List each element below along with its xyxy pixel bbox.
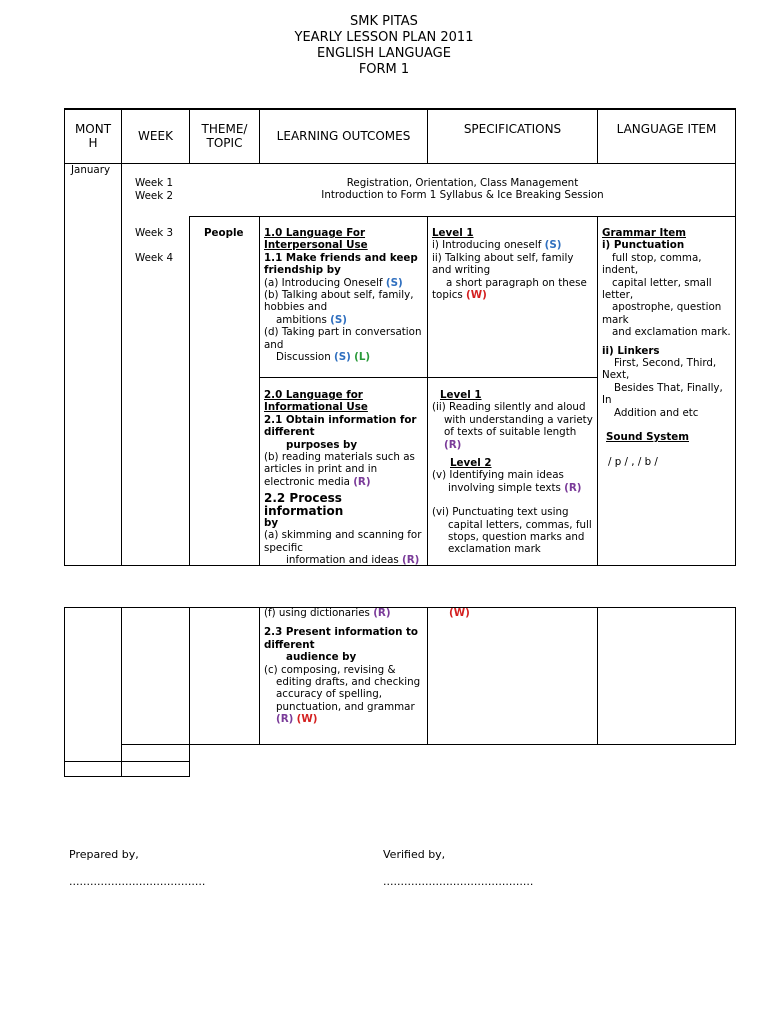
spec-1 <box>432 227 594 301</box>
spec1-i: i) Introducing oneself <box>432 239 542 252</box>
document-header <box>0 14 768 78</box>
lo1-d1: (d) Taking part in conversation and <box>264 326 422 351</box>
spec1-level: Level 1 <box>432 227 474 239</box>
spec2-level: Level 1 <box>440 389 482 401</box>
skill-s: (S) <box>330 313 347 326</box>
form-title: FORM 1 <box>358 62 410 77</box>
note-introduction: Introduction to Form 1 Syllabus & Ice Breaking Session <box>321 189 604 202</box>
outcome-2 <box>264 389 425 567</box>
skill-r: (R) <box>564 481 582 494</box>
grammar-ii2: Besides That, Finally, In <box>602 381 723 407</box>
week-2: Week 2 <box>135 190 174 202</box>
lo1-a: (a) Introducing Oneself <box>264 276 383 289</box>
lo1-b2: ambitions <box>276 313 327 326</box>
plan-title: YEARLY LESSON PLAN 2011 <box>294 30 474 45</box>
week-4: Week 4 <box>135 252 174 264</box>
col-language-header: LANGUAGE ITEM <box>616 122 717 136</box>
week-1: Week 1 <box>135 177 174 189</box>
lo3-c1: (c) composing, revising & <box>264 663 396 676</box>
spec2-v2: involving simple texts <box>448 481 561 494</box>
outcome-1 <box>264 227 425 363</box>
row1-note <box>190 177 735 202</box>
skill-r: (R) <box>276 713 294 726</box>
lo2-a2: information and ideas <box>286 554 399 567</box>
grammar-i1: full stop, comma, indent, <box>602 251 702 277</box>
lo2-process-title: 2.2 Process information <box>264 491 344 518</box>
lo1-b1: (b) Talking about self, family, hobbies and <box>264 289 414 314</box>
lo1-title: 1.0 Language For Interpersonal Use <box>264 227 368 252</box>
lo2-process-by: by <box>264 517 279 530</box>
theme-people: People <box>204 227 244 239</box>
lo1-sub: 1.1 Make friends and keep friendship by <box>264 251 418 277</box>
grammar-ii1: First, Second, Third, Next, <box>602 357 717 382</box>
skill-r: (R) <box>402 554 420 567</box>
skill-r: (R) <box>373 607 391 619</box>
col-outcomes-header: LEARNING OUTCOMES <box>276 129 411 143</box>
col-theme-header: THEME/ TOPIC <box>201 122 248 150</box>
lo3-c2: editing drafts, and checking accuracy of spelling, punctuation, and grammar <box>276 676 421 713</box>
skill-s: (S) <box>385 276 403 289</box>
grammar-linkers: ii) Linkers <box>602 344 660 357</box>
month-january: January <box>71 164 111 176</box>
spec2-vi2: capital letters, commas, full stops, question marks and exclamation mark <box>448 518 592 556</box>
spec2-ii2: with understanding a variety of texts of suitable length <box>444 413 593 439</box>
lo2-a1: (a) skimming and scanning for specific <box>264 529 422 554</box>
grammar-i2: capital letter, small letter, <box>602 276 712 302</box>
skill-s: (S) <box>544 239 562 252</box>
spec2-v: (v) Identifying main ideas <box>432 469 564 482</box>
sound-title: Sound System <box>606 431 689 444</box>
prepared-by-signature-line: ....................................... <box>69 875 206 888</box>
skill-s: (S) <box>334 351 351 364</box>
spec2-level2: Level 2 <box>450 457 492 470</box>
lo2-title: 2.0 Language for Informational Use <box>264 389 368 414</box>
verified-by-label: Verified by, <box>383 848 446 861</box>
grammar-title: Grammar Item <box>602 227 687 239</box>
grammar-i4: and exclamation mark. <box>612 326 731 339</box>
lo2-sub2: purposes by <box>286 438 358 451</box>
spec1-ii: ii) Talking about self, family and writing <box>432 251 574 277</box>
lo3-title1: 2.3 Present information to different <box>264 626 418 651</box>
skill-w: (W) <box>466 289 487 302</box>
language-items <box>602 227 733 468</box>
skill-l: (L) <box>354 351 371 364</box>
spec-2 <box>432 389 594 556</box>
skill-w: (W) <box>296 713 318 726</box>
spec1-ii2: a short paragraph on these topics <box>432 276 587 302</box>
col-specs-header: SPECIFICATIONS <box>463 122 562 136</box>
verified-by-signature-line: ........................................... <box>383 875 534 888</box>
col-week-header: WEEK <box>138 129 173 143</box>
week-3: Week 3 <box>135 227 174 239</box>
grammar-punctuation: i) Punctuation <box>602 239 685 252</box>
grammar-ii3: Addition and etc <box>614 406 699 419</box>
lo3-title2: audience by <box>286 651 357 664</box>
col-month-header: MONT H <box>74 122 112 150</box>
skill-r: (R) <box>353 475 371 488</box>
lo2-sub1: 2.1 Obtain information for different <box>264 413 417 439</box>
sound-items: / p / , / b / <box>608 455 658 468</box>
spec2-ii: (ii) Reading silently and aloud <box>432 401 586 414</box>
school-name: SMK PITAS <box>350 14 418 29</box>
lo1-d2: Discussion <box>276 351 331 364</box>
grammar-i3: apostrophe, question mark <box>602 301 722 326</box>
spec2-vi: (vi) Punctuating text using <box>432 506 569 519</box>
spec3-w: (W) <box>449 607 470 619</box>
note-registration: Registration, Orientation, Class Management <box>346 177 579 189</box>
lo3-f: (f) using dictionaries <box>264 607 370 619</box>
lo2-b: (b) reading materials such as articles in print and in electronic media <box>264 451 415 488</box>
outcome-3 <box>264 607 425 726</box>
subject-title: ENGLISH LANGUAGE <box>317 46 451 61</box>
prepared-by-label: Prepared by, <box>69 848 139 861</box>
skill-r: (R) <box>444 438 462 451</box>
